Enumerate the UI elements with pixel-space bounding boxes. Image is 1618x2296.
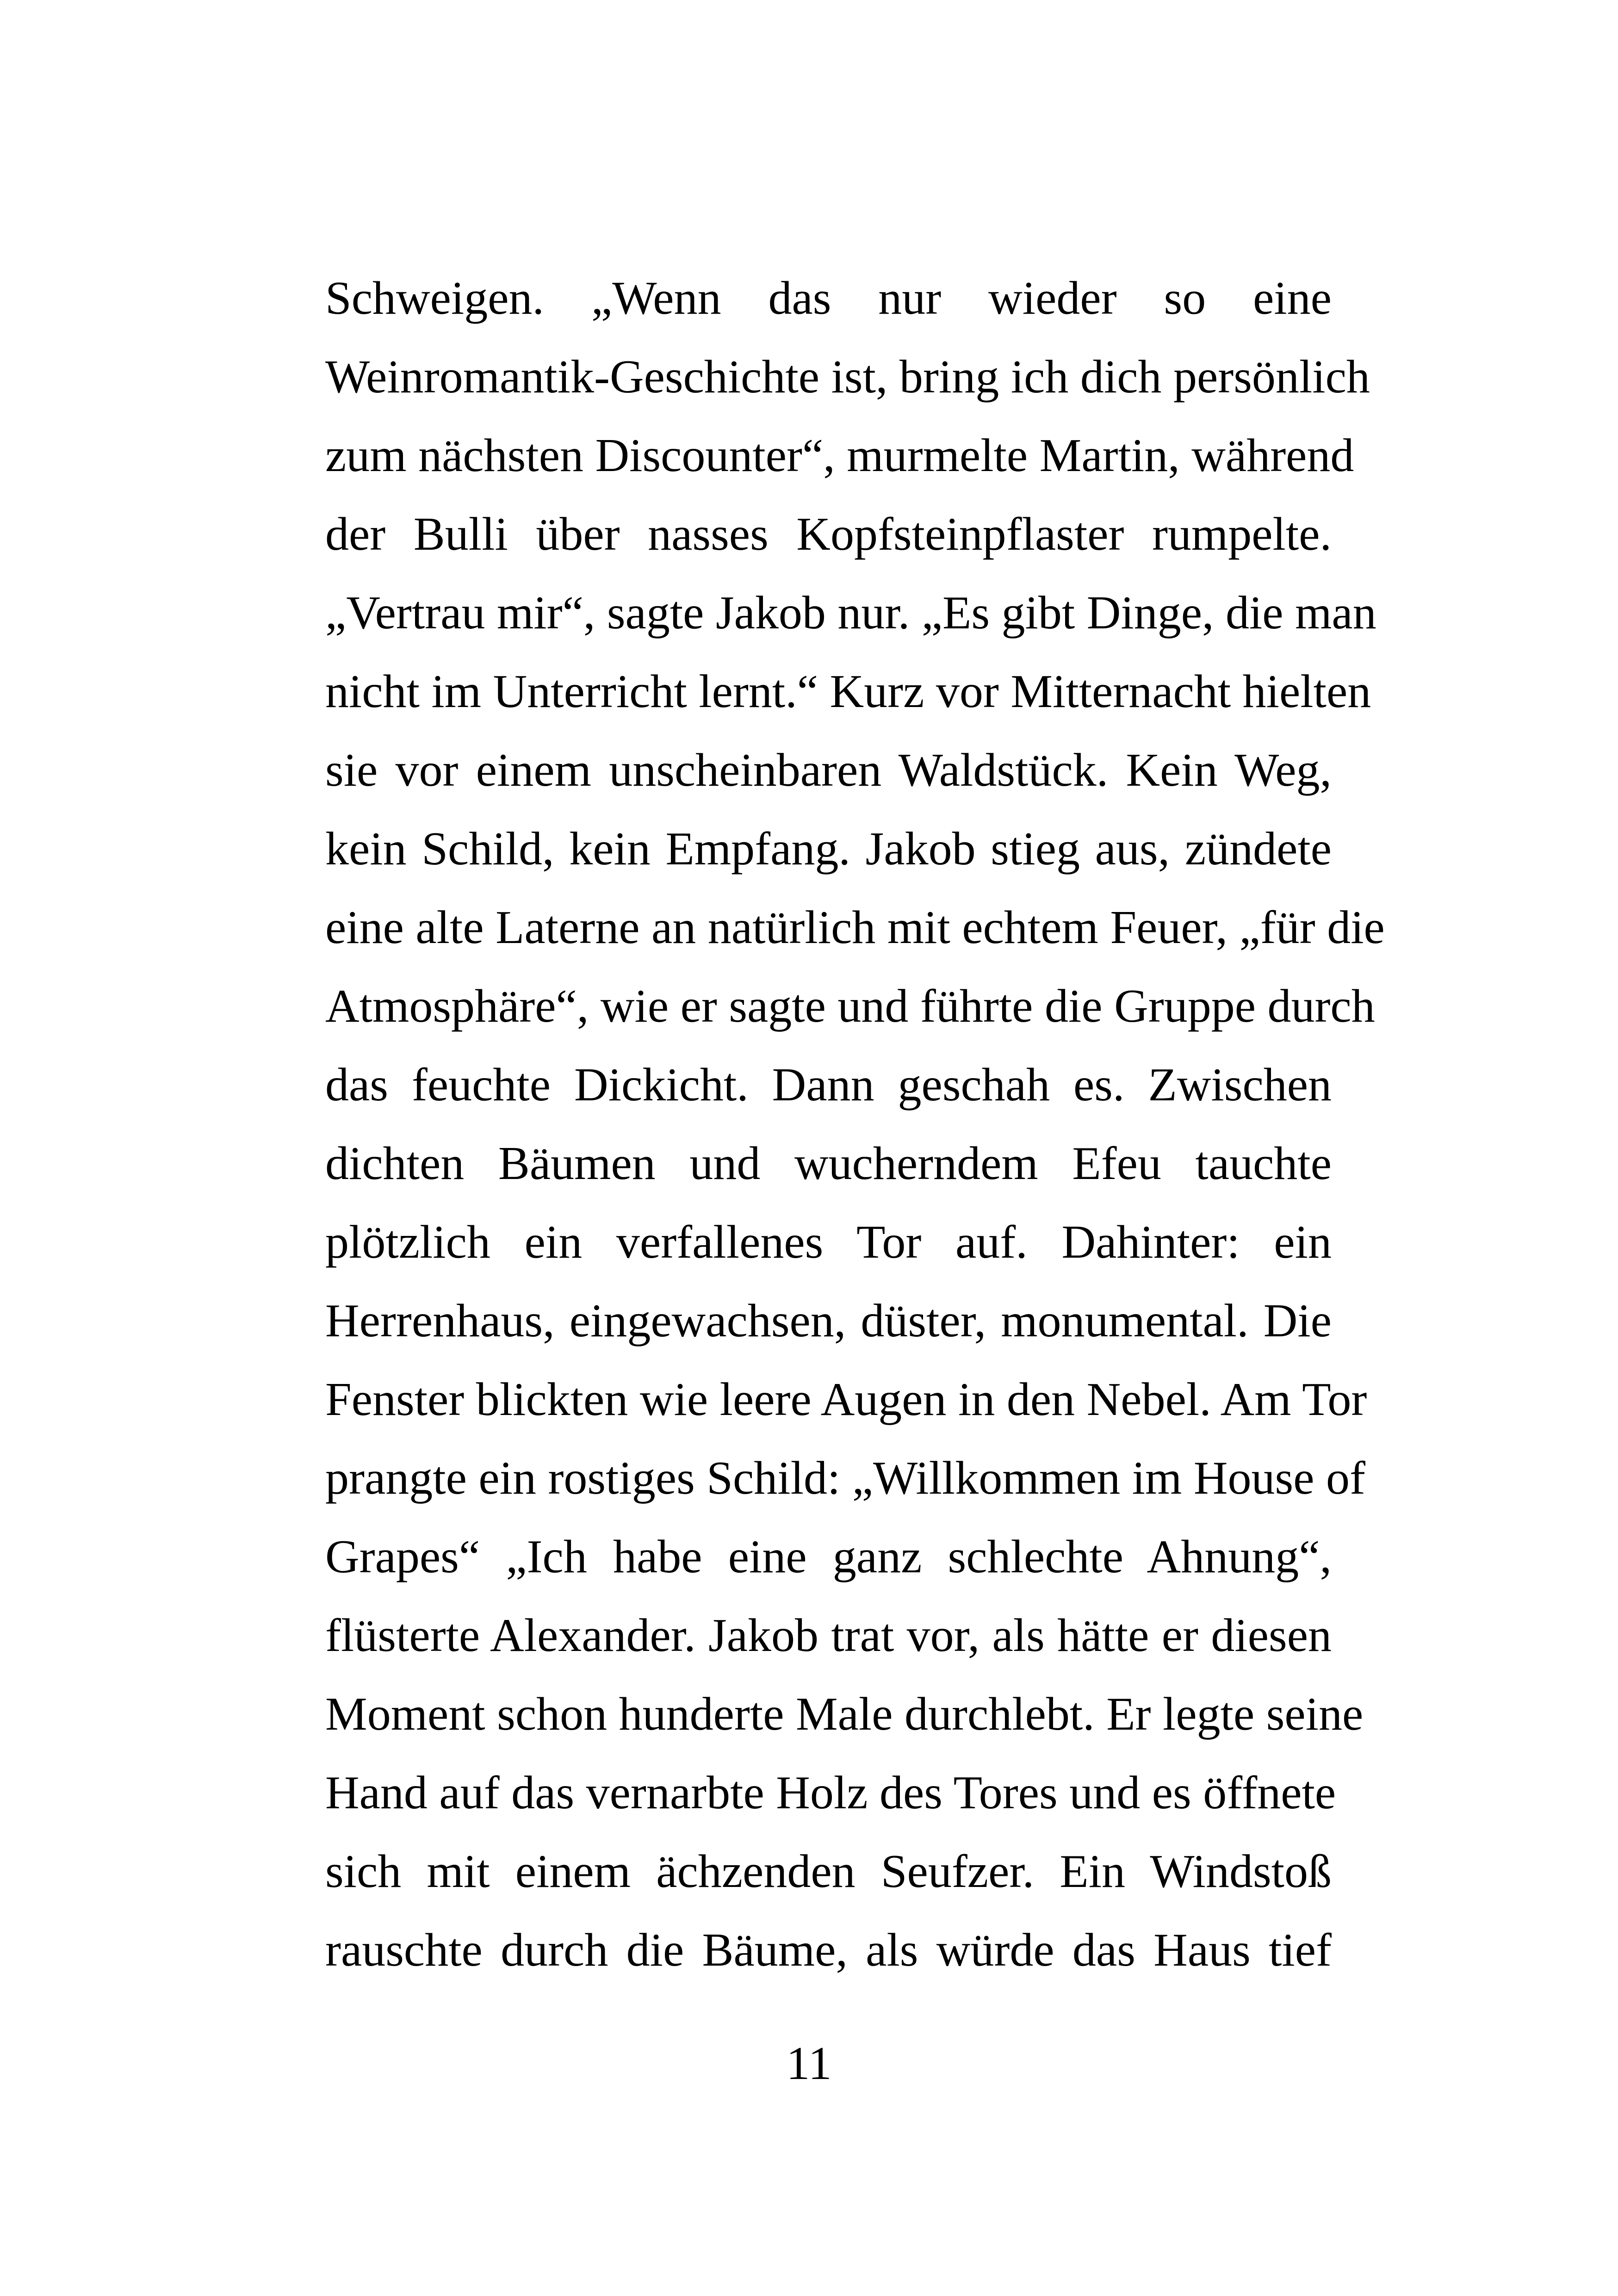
text-line: das feuchte Dickicht. Dann geschah es. Zwischen — [325, 1059, 1332, 1111]
text-line: „Vertrau mir“, sagte Jakob nur. „Es gibt Dinge, die man — [325, 587, 1376, 639]
text-line: Grapes“ „Ich habe eine ganz schlechte Ahnung“, — [325, 1531, 1332, 1583]
text-line: zum nächsten Discounter“, murmelte Martin, während — [325, 429, 1354, 482]
text-line: Moment schon hunderte Male durchlebt. Er legte seine — [325, 1688, 1364, 1740]
text-line: prangte ein rostiges Schild: „Willkommen im House of — [325, 1452, 1365, 1504]
text-line: Schweigen. „Wenn das nur wieder so eine — [325, 272, 1332, 324]
text-line: rauschte durch die Bäume, als würde das Haus tief — [325, 1924, 1332, 1976]
text-line: nicht im Unterricht lernt.“ Kurz vor Mitternacht hielten — [325, 665, 1371, 718]
text-line: sie vor einem unscheinbaren Waldstück. Kein Weg, — [325, 744, 1332, 796]
text-line: dichten Bäumen und wucherndem Efeu tauchte — [325, 1137, 1332, 1190]
page-number: 11 — [786, 2037, 832, 2090]
text-line: plötzlich ein verfallenes Tor auf. Dahinter: ein — [325, 1216, 1332, 1268]
text-line: flüsterte Alexander. Jakob trat vor, als hätte er diesen — [325, 1609, 1332, 1662]
text-line: eine alte Laterne an natürlich mit echtem Feuer, „für die — [325, 901, 1385, 954]
text-line: sich mit einem ächzenden Seufzer. Ein Windstoß — [325, 1845, 1332, 1898]
text-line: kein Schild, kein Empfang. Jakob stieg aus, zündete — [325, 823, 1332, 875]
text-line: Weinromantik-Geschichte ist, bring ich dich persönlich — [325, 351, 1370, 403]
text-line: der Bulli über nasses Kopfsteinpflaster rumpelte. — [325, 508, 1332, 560]
body-text — [325, 259, 1385, 1990]
text-line: Fenster blickten wie leere Augen in den Nebel. Am Tor — [325, 1373, 1367, 1426]
text-line: Atmosphäre“, wie er sagte und führte die Gruppe durch — [325, 980, 1375, 1032]
text-line: Herrenhaus, eingewachsen, düster, monumental. Die — [325, 1295, 1332, 1347]
text-line: Hand auf das vernarbte Holz des Tores und es öffnete — [325, 1767, 1336, 1819]
